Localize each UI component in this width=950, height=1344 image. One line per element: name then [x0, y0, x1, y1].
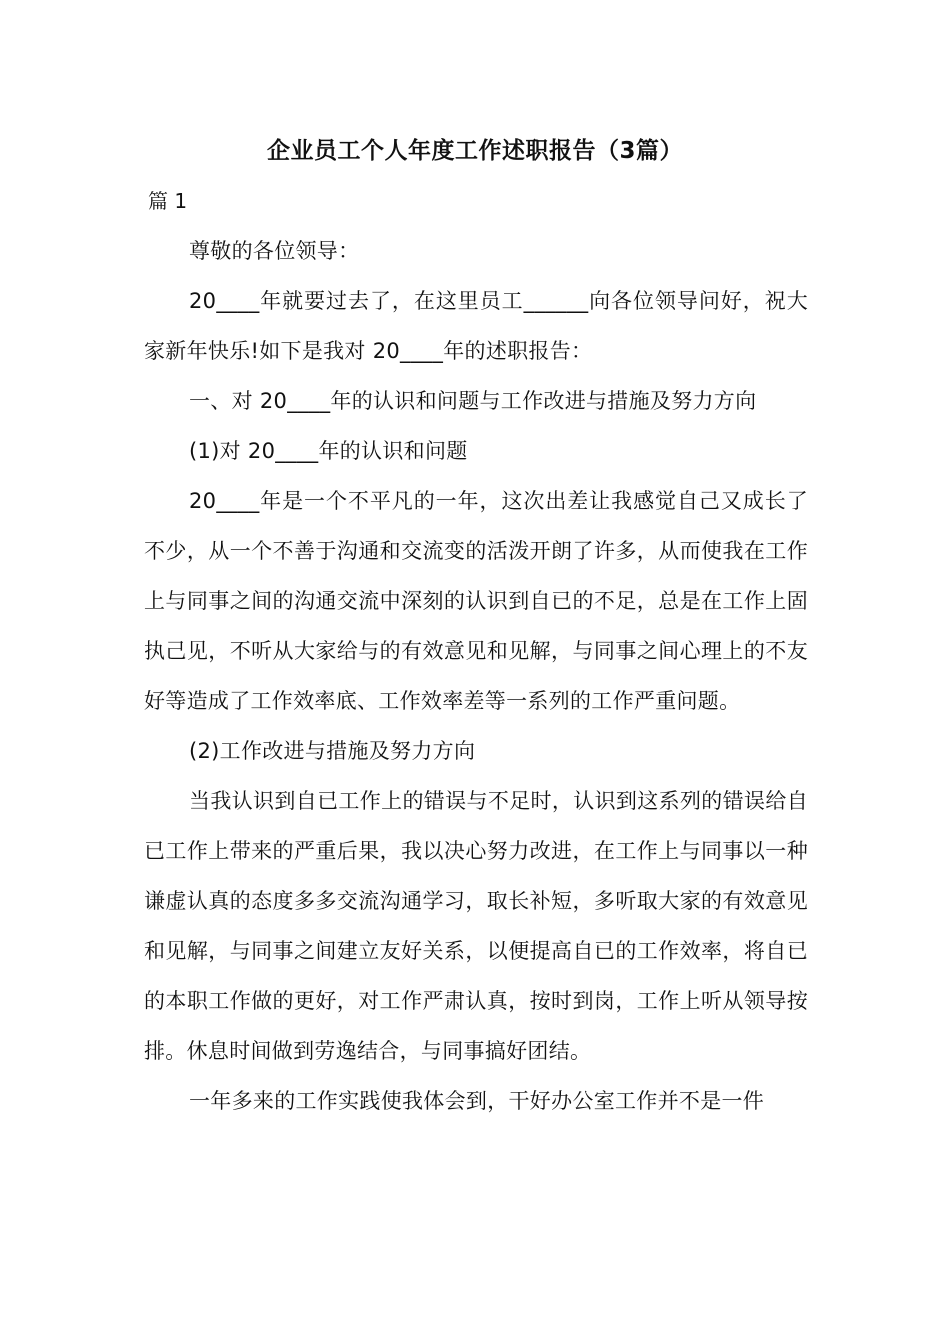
subheading-paragraph: (1)对 20____年的认识和问题: [189, 439, 468, 463]
heading-paragraph: 一、对 20____年的认识和问题与工作改进与措施及努力方向: [189, 389, 757, 413]
salutation-paragraph: 尊敬的各位领导：: [189, 239, 360, 263]
body-paragraph: 当我认识到自已工作上的错误与不足时，认识到这系列的错误给自已工作上带来的严重后果，我以决心努力改进，在工作上与同事以一种谦虚认真的态度多多交流沟通学习，取长补短，多听取大家的有效意见和见解，与同事之间建立友好关系，以便提高自已的工作效率，将自已的本职工作做的更好，对工作严肃认真，按时到岗，工作上听从领导按排。休息时间做到劳逸结合，与同事搞好团结。: [144, 789, 808, 1063]
section-label: 篇 1: [148, 189, 188, 213]
document-body: [144, 226, 808, 1126]
body-paragraph: 20____年是一个不平凡的一年，这次出差让我感觉自己又成长了不少，从一个不善于沟通和交流变的活泼开朗了许多，从而使我在工作上与同事之间的沟通交流中深刻的认识到自已的不足，总是在工作上固执己见，不听从大家给与的有效意见和见解，与同事之间心理上的不友好等造成了工作效率底、工作效率差等一系列的工作严重问题。: [144, 489, 808, 713]
subheading-paragraph: (2)工作改进与措施及努力方向: [189, 739, 476, 763]
document-title: 企业员工个人年度工作述职报告（3篇）: [266, 138, 683, 164]
body-paragraph: 20____年就要过去了，在这里员工______向各位领导问好，祝大家新年快乐!如下是我对 20____年的述职报告：: [144, 289, 808, 363]
body-paragraph: 一年多来的工作实践使我体会到，干好办公室工作并不是一件: [189, 1089, 765, 1113]
